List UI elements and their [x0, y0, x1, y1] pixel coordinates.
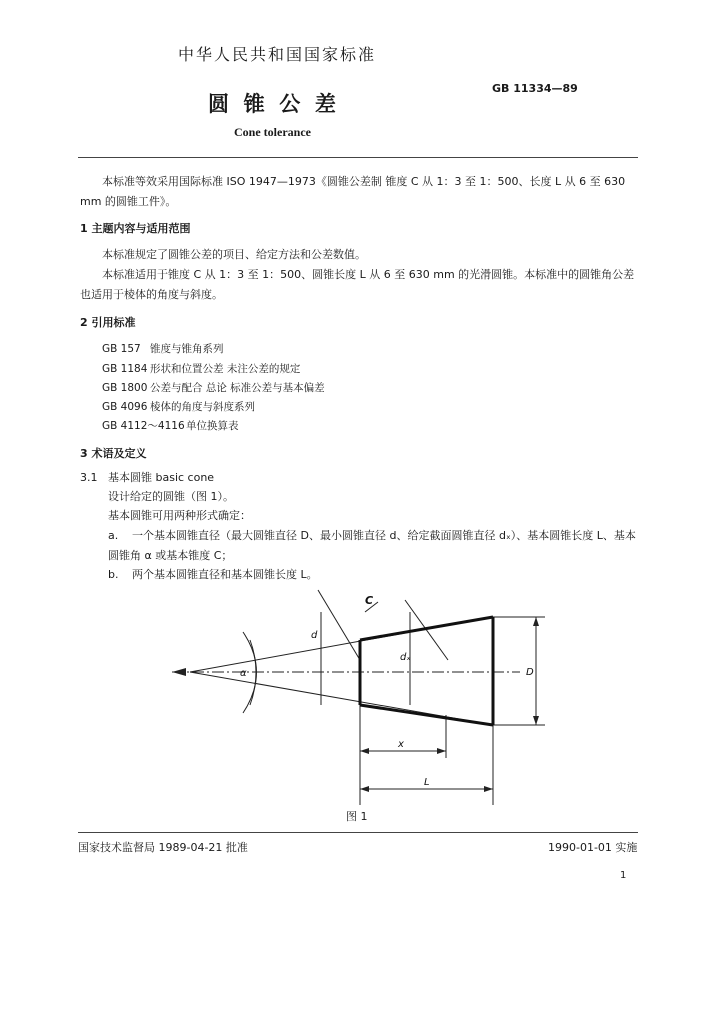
section-2-heading: 2 引用标准 — [80, 316, 136, 329]
section-3-heading: 3 术语及定义 — [80, 447, 147, 460]
axis-arrow — [172, 668, 186, 676]
definition-line: 设计给定的圆锥（图 1）。 — [108, 490, 234, 503]
list-item-a: 一个基本圆锥直径（最大圆锥直径 D、最小圆锥直径 d、给定截面圆锥直径 dₓ）、基本圆锥长度 L、基本圆锥角 α 或基本锥度 C； — [108, 529, 636, 562]
section-1-paragraph-1: 本标准规定了圆锥公差的项目、给定方法和公差数值。 — [102, 248, 366, 261]
label-alpha: α — [240, 668, 247, 679]
L-arrow-right — [484, 786, 493, 792]
reference-item: GB 1800 公差与配合 总论 标准公差与基本偏差 — [102, 382, 325, 394]
label-x: x — [398, 739, 404, 750]
D-arrow-bottom — [533, 716, 539, 725]
d-leader — [318, 590, 360, 660]
x-arrow-left — [360, 748, 369, 754]
label-C: C — [365, 594, 374, 607]
reference-item: GB 1184 形状和位置公差 未注公差的规定 — [102, 363, 301, 375]
standard-code: GB 11334—89 — [492, 82, 578, 95]
intro-paragraph: 本标准等效采用国际标准 ISO 1947—1973《圆锥公差制 锥度 C 从 1：3 至 1：500、长度 L 从 6 至 630 mm 的圆锥工件》。 — [80, 175, 626, 208]
standard-name: 中华人民共和国国家标准 — [178, 45, 377, 64]
reference-item: GB 4096 棱体的角度与斜度系列 — [102, 401, 255, 413]
label-d: d — [311, 630, 318, 641]
section-1-heading: 1 主题内容与适用范围 — [80, 222, 191, 235]
approval-note: 国家技术监督局 1989-04-21 批准 — [78, 841, 248, 854]
section-1-paragraph-2: 本标准适用于锥度 C 从 1：3 至 1：500、圆锥长度 L 从 6 至 630 mm 的光滑圆锥。本标准中的圆锥角公差也适用于棱体的角度与斜度。 — [80, 268, 635, 301]
x-arrow-right — [437, 748, 446, 754]
label-dx: dₓ — [400, 652, 411, 663]
list-item-b: 两个基本圆锥直径和基本圆锥长度 L。 — [132, 568, 318, 581]
figure-caption: 图 1 — [346, 810, 368, 823]
subsection-number: 3.1 — [80, 471, 98, 484]
definition-line: 基本圆锥可用两种形式确定： — [108, 509, 251, 522]
reference-item: GB 157 锥度与锥角系列 — [102, 343, 224, 355]
list-item-label-b: b. — [108, 568, 119, 581]
effective-date: 1990-01-01 实施 — [548, 841, 638, 854]
L-arrow-left — [360, 786, 369, 792]
label-D: D — [526, 667, 534, 678]
subsection-title: 基本圆锥 basic cone — [108, 471, 215, 484]
page-number: 1 — [620, 870, 627, 881]
cone-bottom-edge — [360, 705, 493, 725]
D-arrow-top — [533, 617, 539, 626]
label-L: L — [424, 777, 430, 788]
footer-divider — [78, 832, 638, 833]
document-title-cn: 圆 锥 公 差 — [208, 92, 336, 116]
reference-item: GB 4112～4116单位换算表 — [102, 420, 239, 432]
list-item-label-a: a. — [108, 529, 119, 542]
document-title-en: Cone tolerance — [234, 125, 311, 139]
cone-top-edge — [360, 617, 493, 640]
